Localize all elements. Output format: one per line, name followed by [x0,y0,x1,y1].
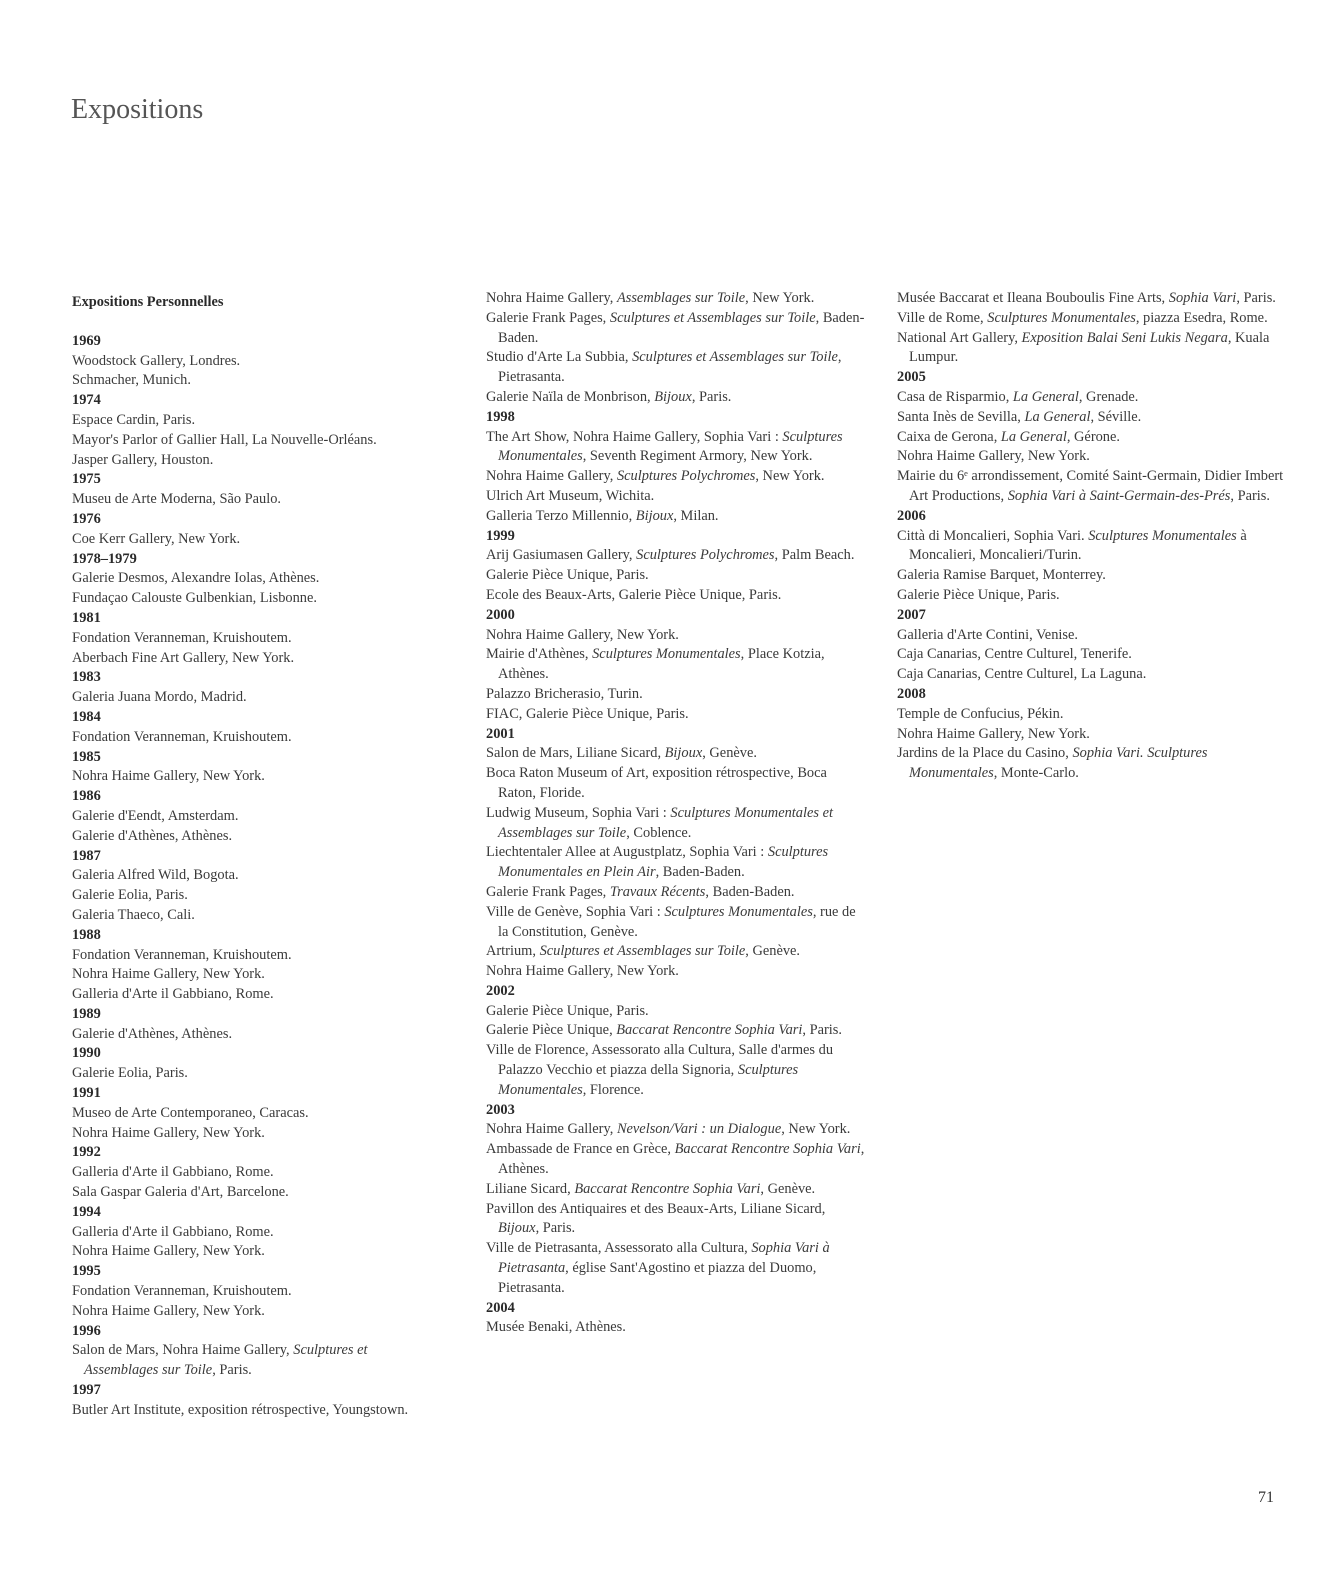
entry-text: , Seventh Regiment Armory, New York. [582,448,813,465]
year-heading: 1994 [72,1203,101,1220]
entry-text: à Moncalieri, Moncalieri/Turin. [909,527,1247,564]
entry-text: , New York. [755,468,825,485]
exhibition-entry: Ulrich Art Museum, Wichita. [486,487,655,504]
exhibition-title: Baccarat Rencontre Sophia Vari [574,1180,761,1197]
year-heading: 1983 [72,669,101,686]
entry-text: , Baden-Baden. [705,883,795,900]
exhibition-entry [897,309,1287,329]
entry-text: National Art Gallery, [897,329,1022,346]
entry-text: Galerie Frank Pages, [486,883,610,900]
entry-text: Mairie d'Athènes, [486,646,593,663]
exhibition-entry: Fondation Veranneman, Kruishoutem. [72,946,292,963]
exhibition-entry [486,1120,866,1140]
entry-text: Ville de Genève, Sophia Vari : [486,903,665,920]
entry-text: , Genève. [760,1180,816,1197]
exhibition-entry [897,408,1287,428]
year-heading: 2005 [897,369,926,386]
exhibition-entry: Galleria d'Arte il Gabbiano, Rome. [72,1164,274,1181]
exhibition-title: Travaux Récents [609,883,706,900]
column-2 [486,289,866,1338]
year-heading: 2001 [486,725,515,742]
exhibition-title: Bijoux [635,507,674,524]
exhibition-entry: Nohra Haime Gallery, New York. [72,1302,265,1319]
entry-text: Ville de Florence, Assessorato alla Cultura, Salle d'armes du Palazzo Vecchio et piazza della Signoria, [486,1042,834,1079]
exhibition-entry [486,507,866,527]
exhibition-entry: Schmacher, Munich. [72,372,191,389]
entry-text: Galerie Frank Pages, [486,309,610,326]
exhibition-title: Sophia Vari à Saint-Germain-des-Prés [1007,487,1231,504]
year-heading: 2002 [486,982,515,999]
exhibition-title: Sculptures Monumentales [498,428,843,465]
entry-text: Salon de Mars, Nohra Haime Gallery, [72,1342,294,1359]
exhibition-entry: Fondation Veranneman, Kruishoutem. [72,728,292,745]
exhibition-entry [486,645,866,685]
entry-text: Nohra Haime Gallery, [486,1121,617,1138]
exhibition-entry [486,1140,866,1180]
entry-text: , Paris. [212,1362,252,1379]
exhibition-entry [486,1021,866,1041]
entry-text: Jardins de la Place du Casino, [897,745,1073,762]
entry-text: , Gérone. [1066,428,1120,445]
year-heading: 1998 [486,408,515,425]
year-heading: 1985 [72,748,101,765]
exhibition-entry: Galeria Thaeco, Cali. [72,906,195,923]
entry-text: , Genève. [702,745,757,762]
exhibition-title: Baccarat Rencontre Sophia Vari [616,1022,803,1039]
exhibition-entry [486,388,866,408]
entry-text: Galleria Terzo Millennio, [486,507,636,524]
entry-text: , rue de la Constitution, Genève. [498,903,856,940]
exhibition-entry: Woodstock Gallery, Londres. [72,352,241,369]
exhibition-entry: Galleria d'Arte il Gabbiano, Rome. [72,986,274,1003]
exhibition-entry [486,1180,866,1200]
exhibition-entry [486,1041,866,1100]
year-heading: 2004 [486,1299,515,1316]
column-1-body [72,332,442,1421]
entry-text: Ville de Pietrasanta, Assessorato alla Cultura, [486,1240,752,1257]
exhibition-title: Sculptures et Assemblages sur Toile [539,943,746,960]
entry-text: Ludwig Museum, Sophia Vari : [486,804,671,821]
exhibition-entry [486,942,866,962]
year-heading: 1981 [72,609,101,626]
exhibition-entry: Sala Gaspar Galeria d'Art, Barcelone. [72,1184,289,1201]
exhibition-entry: Galerie Desmos, Alexandre Iolas, Athènes. [72,570,320,587]
year-heading: 1999 [486,527,515,544]
column-3-body [897,289,1287,784]
exhibition-entry: Ecole des Beaux-Arts, Galerie Pièce Unique, Paris. [486,586,782,603]
entry-text: Casa de Risparmio, [897,388,1013,405]
exhibition-entry: Galerie d'Athènes, Athènes. [72,827,233,844]
exhibition-entry: Nohra Haime Gallery, New York. [897,725,1090,742]
exhibition-entry: Nohra Haime Gallery, New York. [72,966,265,983]
year-heading: 1989 [72,1005,101,1022]
entry-text: Ville de Rome, [897,309,988,326]
entry-text: Santa Inès de Sevilla, [897,408,1025,425]
exhibition-entry: Nohra Haime Gallery, New York. [72,1243,265,1260]
exhibition-entry [897,289,1287,309]
year-heading: 1984 [72,708,101,725]
year-heading: 2006 [897,507,926,524]
entry-text: , Genève. [745,943,801,960]
exhibition-entry: Caja Canarias, Centre Culturel, La Laguna. [897,666,1147,683]
exhibition-entry: Jasper Gallery, Houston. [72,451,214,468]
exhibition-entry: Nohra Haime Gallery, New York. [486,626,679,643]
exhibition-entry [486,348,866,388]
entry-text: Città di Moncalieri, Sophia Vari. [897,527,1089,544]
exhibition-title: Sculptures et Assemblages sur Toile [609,309,816,326]
exhibition-title: Assemblages sur Toile [616,290,746,306]
exhibition-entry: Butler Art Institute, exposition rétrospective, Youngstown. [72,1401,409,1418]
exhibition-entry: Mayor's Parlor of Gallier Hall, La Nouvelle-Orléans. [72,431,377,448]
year-heading: 1976 [72,510,101,527]
exhibition-entry [897,329,1287,369]
exhibition-entry: Galerie d'Eendt, Amsterdam. [72,807,239,824]
exhibition-entry [486,289,866,309]
entry-text: , Athènes. [498,1141,865,1178]
exhibition-entry [486,1200,866,1240]
year-heading: 1995 [72,1263,101,1280]
exhibition-title: Nevelson/Vari : un Dialogue [616,1121,782,1138]
exhibition-entry: Boca Raton Museum of Art, exposition rétrospective, Boca Raton, Floride. [486,765,827,801]
exhibition-entry [486,804,866,844]
exhibition-title: Sophia Vari. Sculptures Monumentales [909,745,1208,782]
exhibition-title: Sophia Vari à Pietrasanta [498,1240,830,1277]
exhibition-entry: Galerie Eolia, Paris. [72,1065,188,1082]
entry-text: Galerie Naïla de Monbrison, [486,388,655,405]
year-heading: 1988 [72,926,101,943]
entry-text: , Monte-Carlo. [993,765,1079,782]
entry-text: Artrium, [486,943,540,960]
exhibition-entry: Aberbach Fine Art Gallery, New York. [72,649,295,666]
entry-text: , Paris. [1236,290,1276,306]
entry-text: , Paris. [535,1220,576,1237]
exhibition-title: Sculptures Monumentales [987,309,1136,326]
column-1 [72,289,442,1421]
exhibition-entry: Galerie d'Athènes, Athènes. [72,1025,233,1042]
exhibition-entry [486,546,866,566]
entry-text: , église Sant'Agostino et piazza del Duomo, Pietrasanta. [498,1260,817,1296]
exhibition-entry [897,744,1287,784]
exhibition-entry: Coe Kerr Gallery, New York. [72,530,241,547]
exhibition-entry: Galleria d'Arte il Gabbiano, Rome. [72,1223,274,1240]
year-heading: 2007 [897,606,926,623]
year-heading: 2000 [486,606,515,623]
exhibition-entry: Galerie Pièce Unique, Paris. [486,567,649,584]
exhibition-entry [486,467,866,487]
entry-text: Musée Baccarat et Ileana Bouboulis Fine Arts, [897,290,1169,306]
year-heading: 1975 [72,471,101,488]
exhibition-entry [486,428,866,468]
entry-text: , Milan. [673,507,719,524]
exhibition-entry: Museo de Arte Contemporaneo, Caracas. [72,1104,309,1121]
year-heading: 1997 [72,1382,101,1399]
exhibition-title: Exposition Balai Seni Lukis Negara [1021,329,1228,346]
entry-text: Mairie du 6ᵉ arrondissement, Comité Saint-Germain, Didier Imbert Art Productions, [897,468,1284,504]
exhibition-entry: Espace Cardin, Paris. [72,411,196,428]
exhibition-entry [486,309,866,349]
exhibition-entry: Galeria Ramise Barquet, Monterrey. [897,567,1106,584]
exhibition-title: La General [1012,388,1079,405]
exhibition-entry: Galeria Alfred Wild, Bogota. [72,867,239,884]
exhibition-title: La General [1000,428,1067,445]
entry-text: Liliane Sicard, [486,1180,575,1197]
entry-text: , Pietrasanta. [498,349,842,386]
column-2-body [486,289,866,1338]
exhibition-entry: Galerie Eolia, Paris. [72,887,188,904]
entry-text: Arij Gasiumasen Gallery, [486,547,637,564]
exhibition-entry [897,527,1287,567]
exhibition-title: Sculptures et Assemblages sur Toile [632,349,838,366]
exhibition-title: Sculptures Monumentales [498,1062,799,1098]
column-3 [897,289,1287,784]
entry-text: , Grenade. [1078,388,1139,405]
year-heading: 1969 [72,332,101,349]
year-heading: 1991 [72,1085,101,1102]
exhibition-title: Bijoux [654,388,692,405]
exhibition-title: La General [1024,408,1091,425]
exhibition-title: Sculptures et Assemblages sur Toile [84,1342,368,1379]
exhibition-title: Sculptures Monumentales en Plein Air [498,844,829,881]
exhibition-entry: Nohra Haime Gallery, New York. [486,963,679,980]
page-title: Expositions [71,94,204,125]
exhibition-entry [486,744,866,764]
year-heading: 2008 [897,685,926,702]
exhibition-title: Sculptures Polychromes [616,468,756,485]
exhibition-title: Baccarat Rencontre Sophia Vari [674,1141,861,1158]
exhibition-title: Sculptures Polychromes [636,547,775,564]
entry-text: , Kuala Lumpur. [909,329,1270,366]
exhibition-entry: Fundaçao Calouste Gulbenkian, Lisbonne. [72,590,317,607]
exhibition-entry: Galerie Pièce Unique, Paris. [486,1002,649,1019]
exhibition-entry [897,388,1287,408]
entry-text: , New York. [745,290,815,306]
exhibition-entry: Temple de Confucius, Pékin. [897,705,1064,722]
exhibition-entry [486,1239,866,1298]
entry-text: Pavillon des Antiquaires et des Beaux-Arts, Liliane Sicard, [486,1200,826,1217]
exhibition-entry: FIAC, Galerie Pièce Unique, Paris. [486,705,689,722]
entry-text: Nohra Haime Gallery, [486,468,617,485]
entry-text: Studio d'Arte La Subbia, [486,349,633,366]
exhibition-entry: Nohra Haime Gallery, New York. [72,1124,265,1141]
exhibition-entry: Caja Canarias, Centre Culturel, Tenerife. [897,646,1132,663]
exhibition-entry [486,883,866,903]
exhibition-entry: Fondation Veranneman, Kruishoutem. [72,1283,292,1300]
exhibition-entry [897,428,1287,448]
exhibition-entry: Nohra Haime Gallery, New York. [72,768,265,785]
exhibition-entry: Musée Benaki, Athènes. [486,1319,626,1336]
entry-text: , Séville. [1090,408,1142,425]
entry-text: , Paris. [691,388,732,405]
year-heading: 1990 [72,1045,101,1062]
year-heading: 1978–1979 [72,550,137,567]
year-heading: 1992 [72,1144,101,1161]
entry-text: Nohra Haime Gallery, [486,290,617,306]
entry-text: , Palm Beach. [774,547,855,564]
entry-text: The Art Show, Nohra Haime Gallery, Sophia Vari : [486,428,783,445]
entry-text: Caixa de Gerona, [897,428,1001,445]
entry-text: , Paris. [802,1022,842,1039]
entry-text: , Coblence. [626,824,692,841]
exhibition-title: Sculptures Monumentales [664,903,813,920]
exhibition-title: Sculptures Monumentales [1088,527,1237,544]
exhibition-entry: Palazzo Bricherasio, Turin. [486,685,643,702]
entry-text: , Florence. [582,1081,644,1098]
exhibition-entry: Galleria d'Arte Contini, Venise. [897,626,1078,643]
entry-text: , Paris. [1230,487,1270,504]
entry-text: Liechtentaler Allee at Augustplatz, Sophia Vari : [486,844,768,861]
exhibition-title: Sculptures Monumentales et Assemblages sur Toile [498,804,833,841]
exhibition-entry [72,1341,442,1381]
exhibition-title: Sophia Vari [1168,290,1237,306]
exhibition-entry: Fondation Veranneman, Kruishoutem. [72,629,292,646]
exhibition-entry [897,467,1287,507]
year-heading: 1974 [72,392,101,409]
entry-text: Ambassade de France en Grèce, [486,1141,675,1158]
entry-text: , Place Kotzia, Athènes. [498,646,825,683]
section-heading: Expositions Personnelles [72,294,224,310]
exhibition-title: Bijoux [664,745,703,762]
exhibition-entry: Galeria Juana Mordo, Madrid. [72,689,247,706]
year-heading: 1987 [72,847,101,864]
exhibition-entry: Galerie Pièce Unique, Paris. [897,586,1060,603]
page-number: 71 [1258,1489,1274,1506]
entry-text: Salon de Mars, Liliane Sicard, [486,745,665,762]
entry-text: , piazza Esedra, Rome. [1135,309,1268,326]
entry-text: , Baden-Baden. [498,309,865,346]
entry-text: Galerie Pièce Unique, [486,1022,617,1039]
exhibition-entry: Museu de Arte Moderna, São Paulo. [72,491,282,508]
exhibition-title: Bijoux [498,1220,536,1237]
year-heading: 2003 [486,1101,515,1118]
year-heading: 1996 [72,1322,101,1339]
exhibition-title: Sculptures Monumentales [592,646,741,663]
exhibition-entry: Nohra Haime Gallery, New York. [897,448,1090,465]
entry-text: , Baden-Baden. [655,864,745,881]
year-heading: 1986 [72,788,101,805]
entry-text: , New York. [781,1121,851,1138]
exhibition-entry [486,843,866,883]
exhibition-entry [486,903,866,943]
